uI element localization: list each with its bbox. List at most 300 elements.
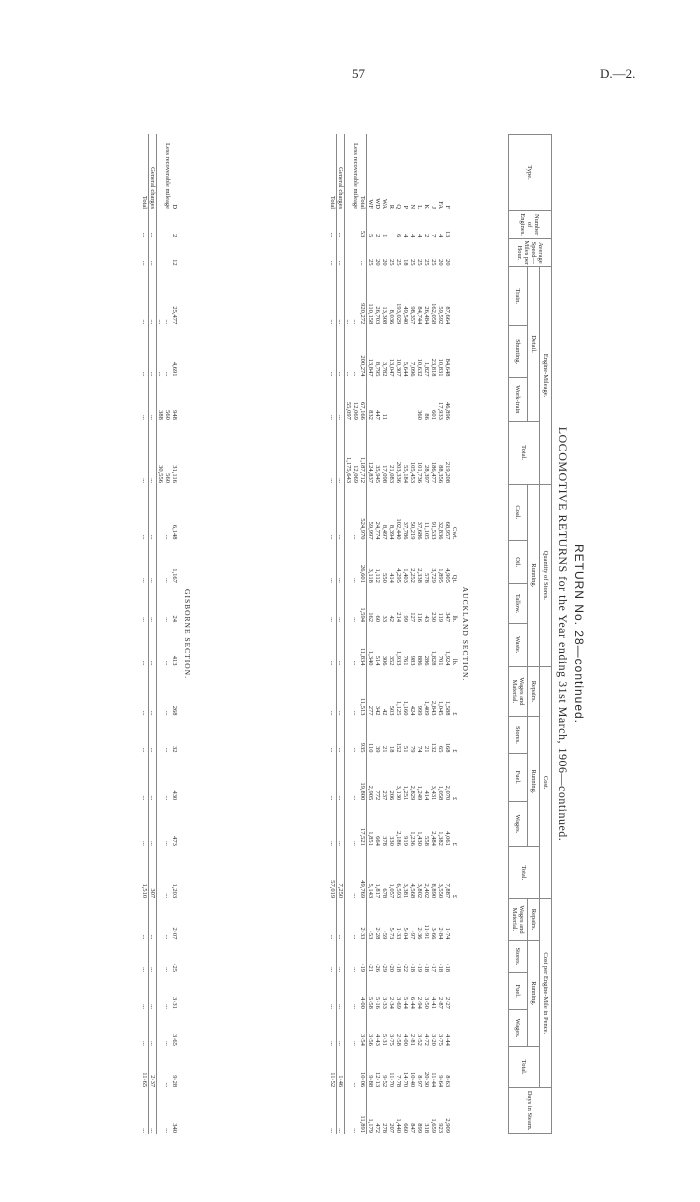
header-quantity-stores: Quantity of Stores. xyxy=(540,484,552,666)
table-cell: ... xyxy=(337,584,345,623)
table-cell: 4,568 xyxy=(409,883,416,899)
table-cell: 9·52 xyxy=(381,1075,388,1088)
table-cell: 1,588 xyxy=(444,700,451,716)
table-cell: 53 xyxy=(359,210,367,238)
table-cell: 923 xyxy=(437,1123,444,1133)
table-cell: 1,236 xyxy=(409,831,416,846)
table-cell: ... xyxy=(141,210,149,238)
less-recoverable-row xyxy=(352,134,359,1134)
table-cell: 5·58 xyxy=(367,997,374,1009)
table-cell: ... xyxy=(164,1041,171,1046)
table-cell: 1,510 xyxy=(141,847,149,899)
table-cell: 59,997 xyxy=(367,521,374,540)
table-cell: 20 xyxy=(437,259,444,266)
table-cell: 13,308 xyxy=(381,306,388,325)
table-cell: 1,851 xyxy=(367,831,374,846)
table-cell: 886 xyxy=(416,655,423,666)
table-cell: 1,409 xyxy=(423,700,430,716)
table-cell: 430 xyxy=(171,790,178,801)
table-cell: ... xyxy=(337,899,345,940)
table-cell: 68,957 xyxy=(444,521,451,540)
header-mileage-total: Total. xyxy=(509,421,540,484)
gisborne-table xyxy=(141,134,178,1134)
table-cell: 277 xyxy=(367,705,374,716)
table-cell: 3,381 xyxy=(402,883,409,899)
table-cell: 473 xyxy=(171,836,178,846)
table-cell: ... xyxy=(164,617,171,623)
table-cell xyxy=(352,210,359,238)
table-cell: ... xyxy=(352,534,359,540)
table-cell: 21 xyxy=(423,745,430,753)
table-cell xyxy=(451,1010,458,1047)
table-cell: 20 xyxy=(374,259,381,266)
header-average-speed: Average Speed—Miles per Hour. xyxy=(509,239,552,267)
table-cell: ... xyxy=(352,795,359,801)
table-cell: 920,272 xyxy=(359,267,367,326)
total-row xyxy=(359,134,367,1134)
table-cell: ... xyxy=(157,371,164,377)
table-cell: 7,250 xyxy=(337,847,345,899)
table-cell: ... xyxy=(164,934,171,940)
table-cell: 278 xyxy=(381,1123,388,1133)
table-cell: 11·65 xyxy=(141,1047,149,1088)
table-cell: 19,800 xyxy=(359,753,367,801)
table-cell: 79 xyxy=(409,745,416,753)
table-cell xyxy=(345,973,353,1010)
table-cell: 25 xyxy=(395,259,402,266)
table-cell: 11,834 xyxy=(359,623,367,666)
header-engine-mileage: Engine-Mileage. xyxy=(540,267,552,484)
table-cell: 286 xyxy=(423,655,430,666)
header-pence-fuel: Fuel. xyxy=(509,973,528,1010)
table-cell: 9·64 xyxy=(437,1075,444,1088)
table-cell: 152 xyxy=(395,742,402,753)
table-cell xyxy=(345,1088,353,1134)
table-cell: 18 xyxy=(402,259,409,266)
table-cell: L xyxy=(416,205,423,210)
table-cell: 3·75 xyxy=(437,1033,444,1046)
table-cell: ... xyxy=(337,377,345,420)
table-cell: 3,118 xyxy=(367,568,374,583)
table-cell: 3·54 xyxy=(359,1010,367,1047)
table-cell: ... xyxy=(337,210,345,238)
table-cell: ... xyxy=(141,940,149,973)
table-cell: ... xyxy=(352,1004,359,1009)
table-cell xyxy=(157,1047,165,1088)
header-cost-running: Running. xyxy=(528,716,540,846)
table-cell: 1,828 xyxy=(430,650,437,666)
table-cell: 10·06 xyxy=(359,1047,367,1088)
table-cell: 2·84 xyxy=(437,927,444,940)
table-cell: 347 xyxy=(444,612,451,623)
table-cell: 3,729 xyxy=(430,568,437,583)
table-cell: 24,774 xyxy=(374,521,381,540)
table-cell: 4 xyxy=(437,234,444,238)
table-cell: 35,945 xyxy=(374,465,381,483)
table-cell: 11·44 xyxy=(430,1072,437,1088)
table-cell: 2,905 xyxy=(367,785,374,801)
table-cell xyxy=(164,238,171,266)
table-cell: 37,786 xyxy=(402,521,409,540)
table-cell: 3·75 xyxy=(388,1033,395,1046)
table-cell: 306 xyxy=(381,655,388,666)
table-cell: ... xyxy=(164,1128,171,1133)
table-cell: 24 xyxy=(171,615,178,623)
table-cell: 560 xyxy=(164,410,171,420)
table-cell xyxy=(451,210,458,238)
table-cell: ... xyxy=(149,377,157,420)
table-cell: 193,029 xyxy=(395,303,402,325)
table-cell: 1,827 xyxy=(423,361,430,377)
table-cell: £ xyxy=(451,894,458,899)
table-cell: 26,703 xyxy=(374,306,381,325)
table-cell: 5·04 xyxy=(402,927,409,940)
table-cell: 55,184 xyxy=(402,465,409,483)
table-cell xyxy=(345,623,353,666)
table-cell: 414 xyxy=(423,790,430,801)
header-detail: Detail. xyxy=(528,267,540,421)
table-cell: ·19 xyxy=(359,940,367,973)
table-cell: 8,890 xyxy=(430,883,437,899)
table-cell: 49,769 xyxy=(359,847,367,899)
table-cell: 55,097 xyxy=(345,402,352,420)
table-cell: Less recoverable mileage xyxy=(164,143,171,210)
table-cell: ... xyxy=(141,717,149,754)
table-cell: ... xyxy=(352,578,359,583)
table-cell: ... xyxy=(337,1088,345,1134)
table-cell: 2·94 xyxy=(416,997,423,1009)
table-cell: 21 xyxy=(381,745,388,753)
table-cell: 414 xyxy=(388,573,395,583)
table-cell: 60 xyxy=(374,615,381,623)
auckland-table xyxy=(329,134,458,1134)
table-cell: 17,098 xyxy=(381,465,388,483)
table-row xyxy=(437,134,444,1134)
table-cell: ... xyxy=(345,319,352,325)
table-cell: 4,905 xyxy=(444,568,451,583)
table-cell xyxy=(345,847,353,899)
table-cell: 330 xyxy=(388,836,395,846)
table-cell: ... xyxy=(141,973,149,1010)
table-cell: 26,601 xyxy=(359,540,367,583)
table-cell xyxy=(345,210,353,238)
table-cell: 1,160 xyxy=(402,700,409,716)
table-cell: R xyxy=(388,204,395,210)
table-cell: 413 xyxy=(171,655,178,666)
header-pence-wages-material: Wages and Material. xyxy=(509,899,528,940)
table-cell: ... xyxy=(141,1010,149,1047)
table-cell: 8,497 xyxy=(381,524,388,540)
table-cell: ... xyxy=(141,667,149,717)
table-cell: K xyxy=(423,204,430,210)
table-cell xyxy=(157,238,165,266)
table-cell: 10,307 xyxy=(395,358,402,377)
table-cell xyxy=(157,1088,165,1134)
table-cell: 2·81 xyxy=(409,1033,416,1046)
table-cell: ... xyxy=(352,841,359,846)
table-cell: ... xyxy=(352,617,359,623)
table-row xyxy=(374,134,381,1134)
table-cell xyxy=(451,134,458,210)
header-cost-wages-material: Wages and Material. xyxy=(509,666,528,716)
table-cell: ... xyxy=(149,623,157,666)
table-cell: 3·52 xyxy=(416,1033,423,1046)
table-cell: 11 xyxy=(381,413,388,420)
table-cell xyxy=(345,899,353,940)
grand-total-row xyxy=(141,134,149,1134)
table-cell: 168 xyxy=(444,742,451,753)
header-tallow: Tallow. xyxy=(509,584,528,623)
table-cell xyxy=(157,717,165,754)
table-cell: ... xyxy=(149,717,157,754)
table-cell: 105,453 xyxy=(409,461,416,483)
table-cell: ·18 xyxy=(423,963,430,972)
table-cell xyxy=(157,753,165,801)
table-cell: Cwt. xyxy=(451,526,458,540)
table-cell: 8,394 xyxy=(388,524,395,540)
table-cell xyxy=(345,753,353,801)
table-cell: 13,847 xyxy=(367,358,374,377)
table-cell: 2,252 xyxy=(409,568,416,583)
table-cell: 1,057 xyxy=(388,883,395,899)
table-cell: 67,166 xyxy=(359,377,367,420)
table-cell: 91,533 xyxy=(430,521,437,540)
table-cell: ... xyxy=(329,753,337,801)
table-cell: 1,382 xyxy=(437,831,444,846)
table-cell xyxy=(157,1010,165,1047)
table-cell: 4 xyxy=(409,234,416,238)
table-cell: Less recoverable mileage xyxy=(352,143,359,210)
table-cell: 1,058 xyxy=(437,785,444,801)
table-cell: 46,896 xyxy=(444,402,451,420)
table-cell: ... xyxy=(141,421,149,484)
table-cell xyxy=(451,238,458,266)
table-cell: 14·70 xyxy=(402,1072,409,1088)
table-cell: 162,058 xyxy=(430,303,437,325)
table-cell: ·17 xyxy=(430,963,437,972)
table-cell: 378 xyxy=(381,836,388,846)
table-cell: 4,061 xyxy=(444,831,451,846)
table-cell: ... xyxy=(337,540,345,583)
table-cell: 2·33 xyxy=(359,899,367,940)
table-cell: 11,513 xyxy=(359,667,367,717)
table-cell xyxy=(157,667,165,717)
table-cell: ... xyxy=(337,717,345,754)
table-cell: 200,274 xyxy=(359,325,367,377)
table-cell: 74 xyxy=(416,745,423,753)
table-cell: General charges xyxy=(149,134,157,210)
table-cell xyxy=(157,134,165,210)
table-cell: 32,836 xyxy=(437,521,444,540)
table-cell: ·18 xyxy=(409,963,416,972)
table-cell: 2 xyxy=(171,234,178,238)
table-cell: 28,397 xyxy=(423,465,430,483)
return-subtitle: LOCOMOTIVE RETURNS for the Year ending 31st March, 1906—continued. xyxy=(556,426,570,842)
table-cell: 550 xyxy=(381,573,388,583)
table-cell: 660 xyxy=(402,1123,409,1133)
table-cell: ... xyxy=(337,1010,345,1047)
table-cell: 1,403 xyxy=(402,568,409,583)
table-cell: 6,593 xyxy=(395,883,402,899)
table-cell: 101,736 xyxy=(416,461,423,483)
table-cell xyxy=(345,940,353,973)
table-cell: ... xyxy=(329,667,337,717)
table-cell: 13,047 xyxy=(388,358,395,377)
table-cell: 2·37 xyxy=(149,1047,157,1088)
table-cell: ... xyxy=(352,893,359,899)
table-cell: 84,648 xyxy=(444,358,451,377)
table-cell: 3·66 xyxy=(430,927,437,940)
table-cell: 5·73 xyxy=(388,927,395,940)
table-cell: ... xyxy=(329,717,337,754)
header-cost-total: Total. xyxy=(509,847,540,899)
table-cell: 424 xyxy=(409,705,416,716)
table-cell xyxy=(345,717,353,754)
table-cell: 1,187,712 xyxy=(359,421,367,484)
table-cell: ... xyxy=(141,238,149,266)
table-cell: ·53 xyxy=(367,930,374,940)
table-cell: ·97 xyxy=(409,930,416,940)
table-cell: 20·30 xyxy=(423,1072,430,1088)
table-cell: 11,105 xyxy=(423,521,430,540)
header-waste: Waste. xyxy=(509,623,528,666)
table-cell: 2,484 xyxy=(430,831,437,846)
table-cell: 25 xyxy=(409,259,416,266)
table-cell: 25 xyxy=(423,259,430,266)
table-cell: ... xyxy=(149,940,157,973)
header-pence-running: Running. xyxy=(528,940,540,1046)
table-cell: 119 xyxy=(437,612,444,623)
table-cell: ·59 xyxy=(381,930,388,940)
table-cell: 50,219 xyxy=(409,521,416,540)
table-cell: ... xyxy=(141,801,149,847)
table-cell: 162 xyxy=(367,612,374,623)
table-cell: ... xyxy=(329,267,337,326)
table-cell: 10·40 xyxy=(409,1072,416,1088)
table-cell: 99 xyxy=(402,615,409,623)
table-cell: 49,540 xyxy=(402,306,409,325)
table-cell xyxy=(345,667,353,717)
table-cell: 5·44 xyxy=(402,997,409,1009)
header-train: Train. xyxy=(509,267,528,326)
table-cell: 832 xyxy=(367,410,374,420)
table-cell: ... xyxy=(359,238,367,266)
table-cell: Total xyxy=(141,134,149,210)
table-cell: ... xyxy=(337,753,345,801)
table-cell: ... xyxy=(164,660,171,666)
table-cell: 1,895 xyxy=(437,568,444,583)
table-cell: 132 xyxy=(430,742,437,753)
table-cell: 2·34 xyxy=(388,997,395,1009)
table-cell: £ xyxy=(451,797,458,801)
table-cell: ... xyxy=(141,540,149,583)
table-cell: lb. xyxy=(451,658,458,666)
table-cell: ... xyxy=(164,1004,171,1009)
table-cell: 203,336 xyxy=(395,461,402,483)
table-cell: 9·88 xyxy=(367,1075,374,1088)
table-cell xyxy=(345,584,353,623)
table-cell: ... xyxy=(141,753,149,801)
table-cell: 1,249 xyxy=(416,785,423,801)
table-cell: 25 xyxy=(416,259,423,266)
table-cell: 102,440 xyxy=(395,518,402,540)
table-cell: 352 xyxy=(388,655,395,666)
table-cell: ·26 xyxy=(374,963,381,972)
table-cell xyxy=(451,377,458,420)
table-cell: ... xyxy=(141,484,149,541)
table-cell: 2·58 xyxy=(395,1033,402,1046)
table-cell: ... xyxy=(352,660,359,666)
table-cell: ... xyxy=(149,484,157,541)
table-cell: 3·31 xyxy=(171,997,178,1009)
table-cell xyxy=(451,1047,458,1088)
table-cell: 1,112 xyxy=(374,568,381,583)
table-cell xyxy=(157,899,165,940)
table-cell xyxy=(164,210,171,238)
table-cell: J xyxy=(430,206,437,210)
table-cell: 701 xyxy=(437,655,444,666)
table-cell: ... xyxy=(164,578,171,583)
table-cell: 6·44 xyxy=(409,997,416,1009)
table-cell: 3·50 xyxy=(423,997,430,1009)
table-cell: 1,167 xyxy=(171,568,178,583)
table-cell: 2·07 xyxy=(171,927,178,940)
table-cell: ... xyxy=(141,584,149,623)
table-cell: ... xyxy=(352,1041,359,1046)
table-cell: 7·78 xyxy=(395,1075,402,1088)
table-cell: ... xyxy=(141,377,149,420)
table-row xyxy=(171,134,178,1134)
table-cell: 1,125 xyxy=(395,700,402,716)
table-cell: 10,831 xyxy=(437,358,444,377)
table-cell: 847 xyxy=(409,1123,416,1133)
table-row xyxy=(444,134,451,1134)
table-cell: 11,891 xyxy=(359,1088,367,1134)
table-cell xyxy=(451,421,458,484)
table-cell: 9·28 xyxy=(171,1075,178,1088)
header-cost-repairs: Repairs. xyxy=(528,666,540,716)
header-cost: Cost. xyxy=(540,666,552,898)
table-cell xyxy=(345,238,353,266)
table-cell: 4·43 xyxy=(374,1033,381,1046)
units-row xyxy=(451,134,458,1134)
header-pence-repairs: Repairs. xyxy=(528,899,540,940)
table-cell: ·19 xyxy=(416,963,423,972)
table-cell: ... xyxy=(164,1082,171,1088)
table-cell: 447 xyxy=(374,410,381,420)
return-title: RETURN No. 28—continued. xyxy=(572,543,586,725)
table-cell: 25,477 xyxy=(171,306,178,325)
table-cell: 10,632 xyxy=(416,358,423,377)
table-cell xyxy=(451,899,458,940)
table-cell: 1,175,643 xyxy=(345,456,352,483)
table-cell: ... xyxy=(337,325,345,377)
table-cell: ... xyxy=(149,540,157,583)
table-cell: ... xyxy=(352,1128,359,1133)
table-cell xyxy=(395,377,402,420)
page-number: 57 xyxy=(352,66,365,81)
table-cell: 983 xyxy=(409,655,416,666)
table-cell: 6,148 xyxy=(171,524,178,540)
table-cell: 32 xyxy=(171,745,178,753)
table-cell xyxy=(157,623,165,666)
table-cell: ... xyxy=(352,710,359,716)
table-cell: ·25 xyxy=(171,963,178,972)
table-cell: ... xyxy=(164,795,171,801)
header-stores-running: Running. xyxy=(528,484,540,666)
table-cell: 98,357 xyxy=(409,306,416,325)
table-cell: lb. xyxy=(451,615,458,623)
